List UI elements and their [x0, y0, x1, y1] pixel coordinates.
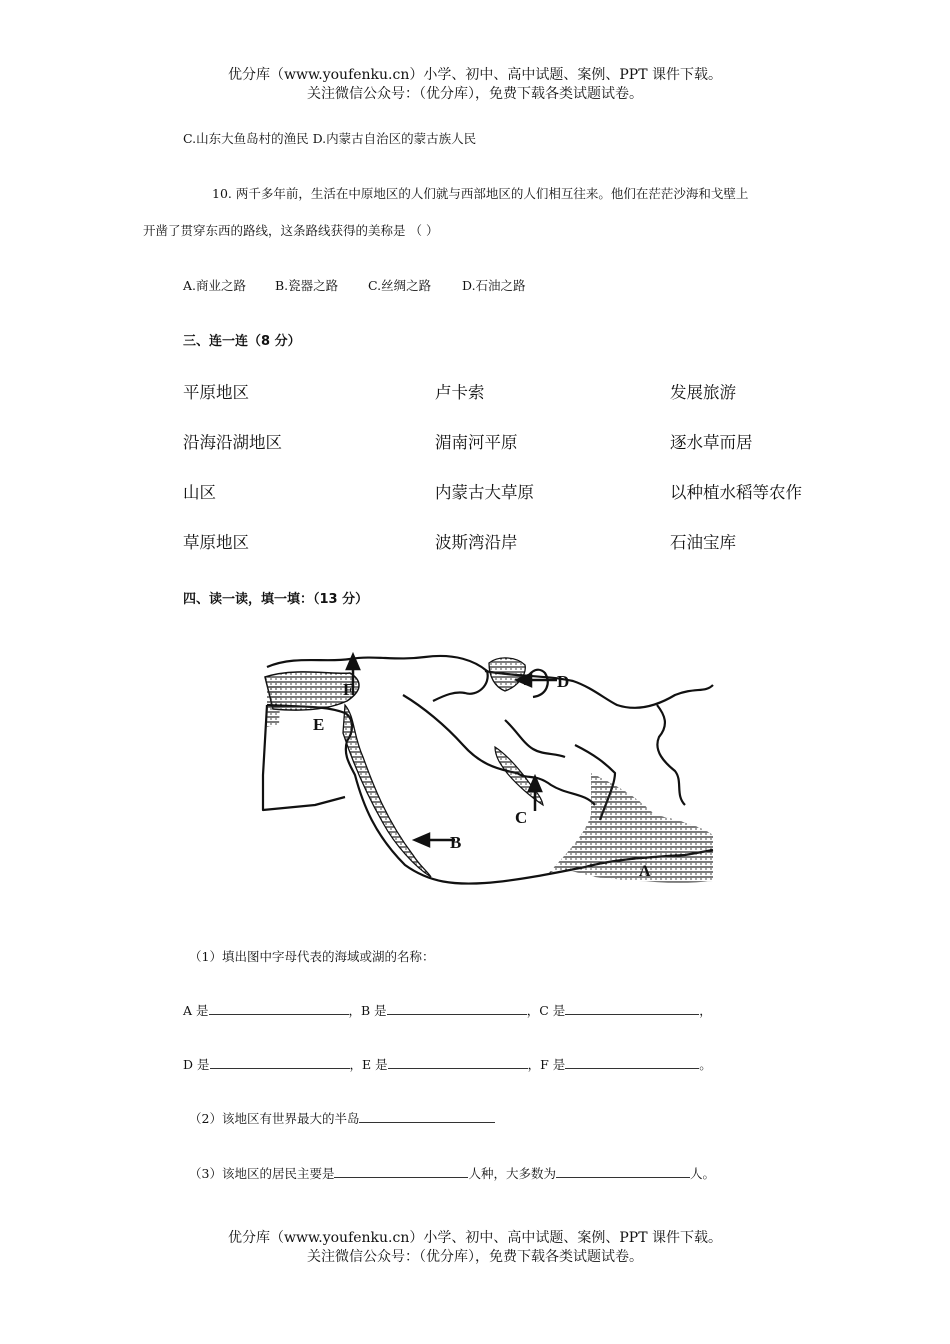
- blank-c[interactable]: [565, 1002, 699, 1015]
- fill-row-1-end: ，: [699, 1003, 712, 1018]
- match-col2-item: 卢卡索: [435, 383, 485, 402]
- q4-3-middle: 人种，大多数为: [468, 1166, 556, 1181]
- match-col2-item: 湄南河平原: [435, 433, 518, 452]
- fill-row-2: [183, 1055, 712, 1073]
- blank-race[interactable]: [334, 1165, 468, 1178]
- caspian-sea-area: [489, 658, 525, 691]
- blank-d[interactable]: [210, 1056, 350, 1069]
- fill-f-label: ，F 是: [527, 1057, 566, 1072]
- map-label-e: E: [313, 715, 325, 734]
- blank-people[interactable]: [556, 1165, 690, 1178]
- q4-2: [189, 1109, 495, 1127]
- fill-a-label: A 是: [183, 1003, 209, 1018]
- section-4-title: 四、读一读，填一填：（13 分）: [183, 592, 369, 607]
- fill-row-2-end: 。: [699, 1057, 712, 1072]
- match-col3-item: 石油宝库: [670, 533, 736, 552]
- q4-3-end: 人。: [689, 1166, 715, 1181]
- match-col1-item: 草原地区: [183, 533, 249, 552]
- footer-line-2: 关注微信公众号：（优分库），免费下载各类试题试卷。: [307, 1249, 643, 1265]
- match-col1-item: 平原地区: [183, 383, 249, 402]
- q10-line-1: 10. 两千多年前，生活在中原地区的人们就与西部地区的人们相互往来。他们在茫茫沙海和戈壁上: [212, 186, 749, 201]
- map-label-f: F: [343, 680, 354, 699]
- blank-b[interactable]: [387, 1002, 527, 1015]
- q4-1-prompt: （1）填出图中字母代表的海域或湖的名称：: [189, 949, 435, 964]
- q10-option-c: C.丝绸之路: [368, 278, 432, 293]
- q9-options: C.山东大鱼岛村的渔民 D.内蒙古自治区的蒙古族人民: [183, 131, 477, 146]
- match-col2-item: 内蒙古大草原: [435, 483, 534, 502]
- fill-c-label: ，C 是: [526, 1003, 566, 1018]
- header-line-1: 优分库（www.youfenku.cn）小学、初中、高中试题、案例、PPT 课件下载。: [227, 67, 722, 83]
- red-sea-area: [343, 705, 431, 877]
- match-col1-item: 沿海沿湖地区: [183, 433, 282, 452]
- q10-option-a: A.商业之路: [183, 278, 247, 293]
- fill-d-label: D 是: [183, 1057, 210, 1072]
- q4-3: [189, 1164, 715, 1182]
- blank-e[interactable]: [388, 1056, 528, 1069]
- match-col2-item: 波斯湾沿岸: [435, 533, 518, 552]
- q4-3-prompt: （3）该地区的居民主要是: [189, 1166, 335, 1181]
- q4-2-prompt: （2）该地区有世界最大的半岛: [189, 1111, 360, 1126]
- q10-option-b: B.瓷器之路: [275, 278, 339, 293]
- q10-option-d: D.石油之路: [462, 278, 526, 293]
- map-label-a: A: [639, 863, 651, 880]
- blank-a[interactable]: [209, 1002, 349, 1015]
- black-sea-edge: [267, 683, 281, 727]
- q10-line-2: 开凿了贯穿东西的路线，这条路线获得的美称是 （ ）: [143, 223, 439, 238]
- match-col3-item: 逐水草而居: [670, 433, 753, 452]
- middle-east-map: [255, 645, 725, 900]
- fill-b-label: ，B 是: [348, 1003, 387, 1018]
- match-col3-item: 以种植水稻等农作: [670, 483, 802, 502]
- section-3-title: 三、连一连（8 分）: [183, 334, 301, 349]
- blank-f[interactable]: [565, 1056, 699, 1069]
- match-col1-item: 山区: [183, 483, 216, 502]
- arabian-sea-area: [547, 773, 713, 883]
- match-col3-item: 发展旅游: [670, 383, 736, 402]
- map-label-c: C: [515, 808, 528, 827]
- header-line-2: 关注微信公众号：（优分库），免费下载各类试题试卷。: [307, 86, 643, 102]
- fill-row-1: [183, 1001, 712, 1019]
- map-label-d: D: [557, 672, 570, 691]
- fill-e-label: ，E 是: [349, 1057, 388, 1072]
- map-label-b: B: [450, 833, 462, 852]
- footer-line-1: 优分库（www.youfenku.cn）小学、初中、高中试题、案例、PPT 课件下载。: [227, 1230, 722, 1246]
- blank-peninsula[interactable]: [359, 1110, 495, 1123]
